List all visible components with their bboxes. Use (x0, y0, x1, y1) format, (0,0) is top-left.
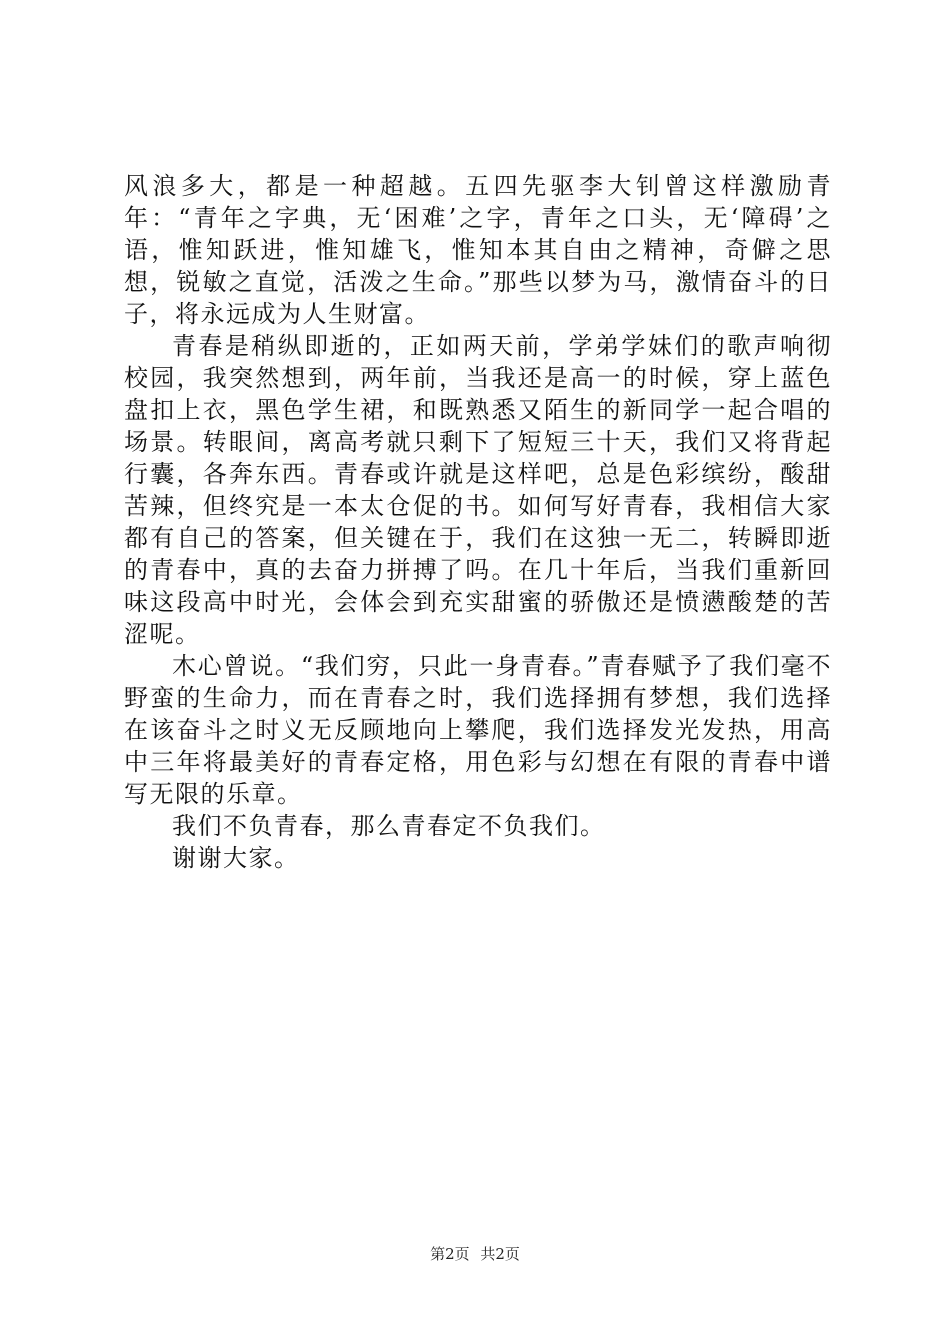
paragraph-3: 木心曾说。“我们穷，只此一身青春。”青春赋予了我们毫不野蛮的生命力，而在青春之时，我们选择拥有梦想，我们选择在该奋斗之时义无反顾地向上攀爬，我们选择发光发热，用高中三年将最美好的青春定格，用色彩与幻想在有限的青春中谱写无限的乐章。 (124, 652, 832, 808)
page-total: 共2页 (480, 1245, 520, 1263)
paragraph-5: 谢谢大家。 (172, 844, 300, 872)
page-footer (0, 1244, 950, 1264)
document-body (124, 170, 832, 874)
paragraph-1: 风浪多大，都是一种超越。五四先驱李大钊曾这样激励青年：“青年之字典，无‘困难’之字，青年之口头，无‘障碍’之语，惟知跃进，惟知雄飞，惟知本其自由之精神，奇僻之思想，锐敏之直觉，活泼之生命。”那些以梦为马，激情奋斗的日子，将永远成为人生财富。 (124, 172, 832, 328)
paragraph-4: 我们不负青春，那么青春定不负我们。 (172, 812, 606, 840)
paragraph-2: 青春是稍纵即逝的，正如两天前，学弟学妹们的歌声响彻校园，我突然想到，两年前，当我还是高一的时候，穿上蓝色盘扣上衣，黑色学生裙，和既熟悉又陌生的新同学一起合唱的场景。转眼间，离高考就只剩下了短短三十天，我们又将背起行囊，各奔东西。青春或许就是这样吧，总是色彩缤纷，酸甜苦辣，但终究是一本太仓促的书。如何写好青春，我相信大家都有自己的答案，但关键在于，我们在这独一无二，转瞬即逝的青春中，真的去奋力拼搏了吗。在几十年后，当我们重新回味这段高中时光，会体会到充实甜蜜的骄傲还是愤懑酸楚的苦涩呢。 (124, 332, 832, 648)
page-number: 第2页 (430, 1245, 470, 1263)
